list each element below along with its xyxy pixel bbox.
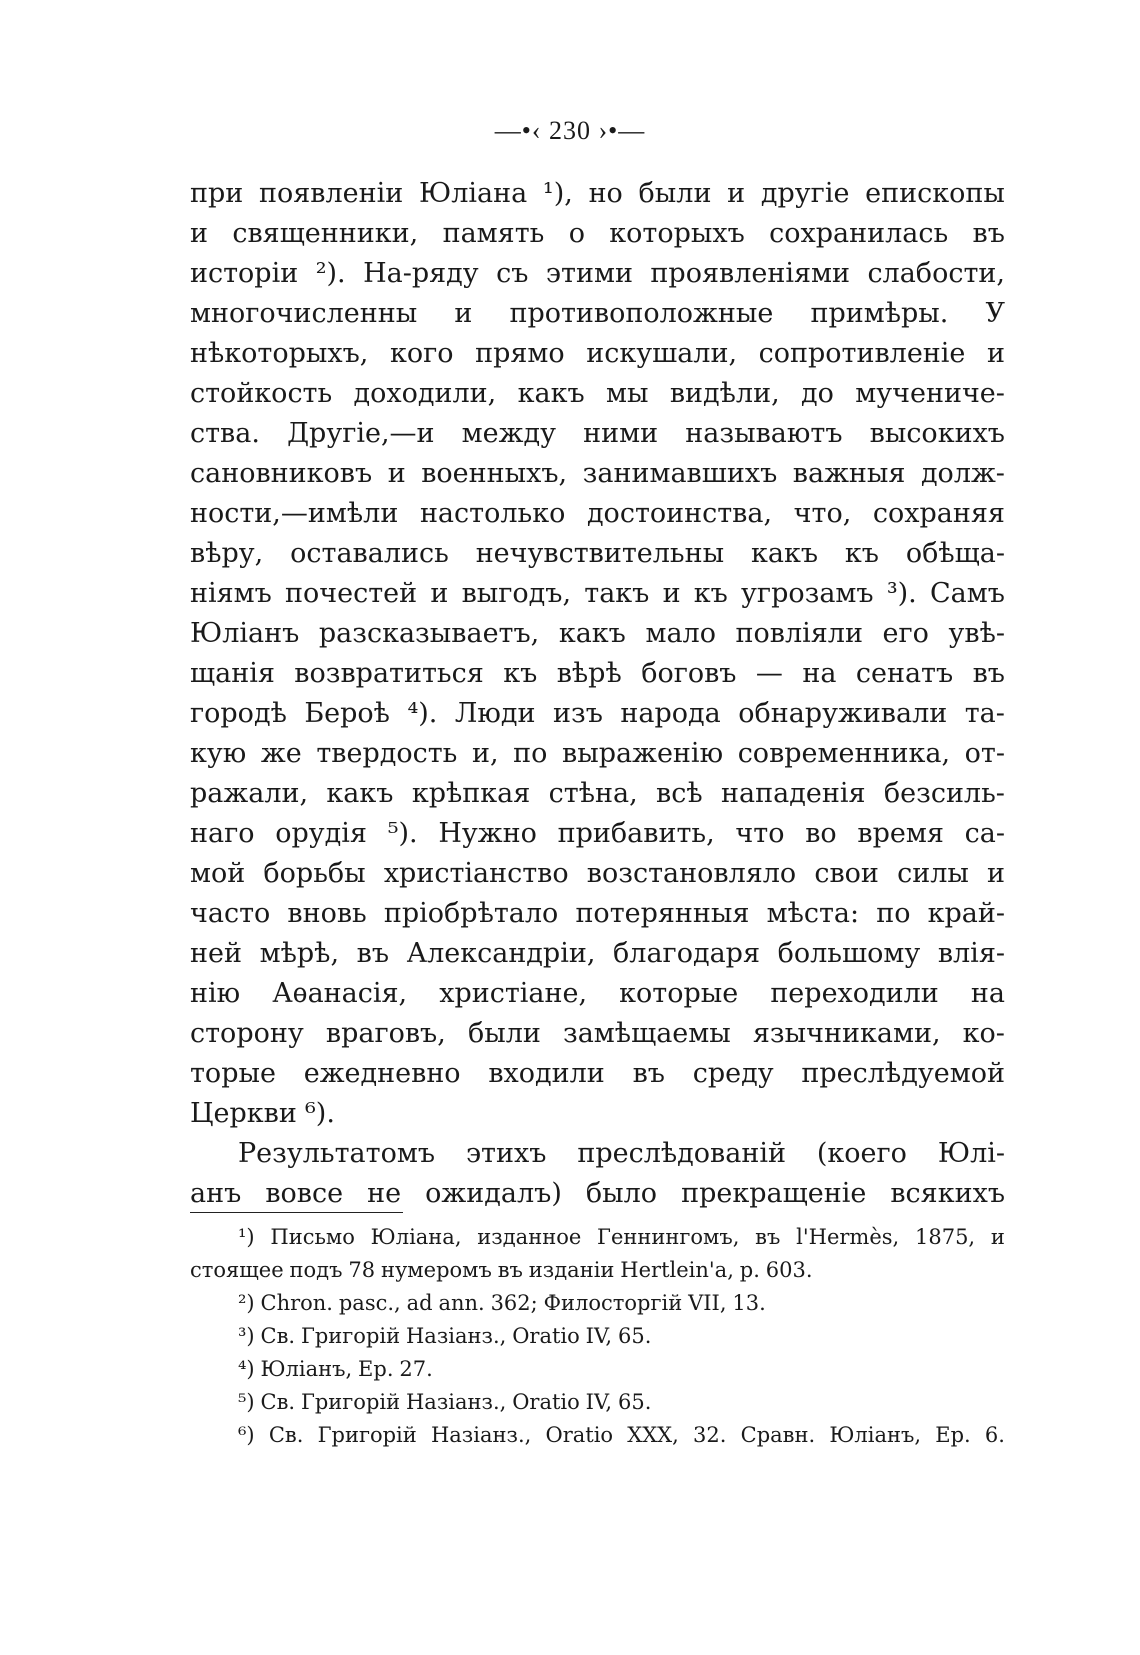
word: враговъ, [325,1018,446,1049]
word: (коего [816,1138,907,1169]
word: ⁶). [304,1098,335,1129]
word: которые [619,978,739,1009]
word: Юліанъ [190,618,300,649]
word: къ [693,578,728,609]
word: епископы [865,178,1005,209]
word: ³) [238,1324,255,1348]
footnote-line [190,1324,1005,1357]
text-line [190,738,1005,778]
word: вѣрѣ [556,658,622,689]
word: щанія [190,658,275,689]
text-line [190,458,1005,498]
word: время [857,818,944,849]
word: доходили, [353,378,497,409]
word: и [454,298,473,329]
word: потерянныя [575,898,750,929]
word: въ [972,658,1005,689]
word: примѣры. [810,298,949,329]
word: и [727,178,746,209]
word: та- [964,698,1005,729]
footnote-line [190,1357,1005,1390]
text-line [190,418,1005,458]
text-line [190,538,1005,578]
word: изданное [477,1225,582,1249]
word: Oratio [512,1390,580,1414]
word: изданіи [528,1258,615,1282]
word: Результатомъ [238,1138,436,1169]
word: 27. [399,1357,433,1381]
word: среду [692,1058,774,1089]
word: pasc., [338,1291,401,1315]
word: вѣру, [190,538,264,569]
word: въ [632,1058,665,1089]
word: ³). [886,578,917,609]
word: но [588,178,623,209]
word: IV, [585,1390,613,1414]
word: народа [620,698,721,729]
word: въ [972,218,1005,249]
word: Oratio [512,1324,580,1348]
word: при [190,178,244,209]
word: на [802,658,837,689]
word: язычниками, [752,1018,941,1049]
word: Григорій [300,1390,401,1414]
word: мѣрѣ, [259,938,340,969]
word: выраженію [562,738,724,769]
word: ²). [315,258,346,289]
word: Письмо [270,1225,355,1249]
word: 362; [490,1291,538,1315]
word: Аѳанасія, [272,978,408,1009]
word: прекращеніе [681,1178,867,1209]
footnote-line [190,1258,1005,1291]
word: 603. [765,1258,813,1282]
word: нію [190,978,241,1009]
word: увѣ- [948,618,1005,649]
word: Юліана [418,178,528,209]
word: 65. [617,1324,652,1348]
word: Назіанз., [430,1423,532,1447]
word: торые [190,1058,276,1089]
footnote-line [190,1225,1005,1258]
text-line [190,618,1005,658]
word: и [987,338,1005,369]
text-line [190,858,1005,898]
word: 1875, [914,1225,976,1249]
word: сохраняя [872,498,1005,529]
word: часто [190,898,271,929]
word: На-ряду [363,258,479,289]
word: противоположные [509,298,774,329]
word: по [876,898,911,929]
word: благодаря [613,938,760,969]
word: и [190,218,208,249]
word: многочисленны [190,298,418,329]
word: важныя [792,458,906,489]
word: преслѣдованій [577,1138,786,1169]
word: ⁴). [407,698,438,729]
word: Церкви [190,1098,297,1129]
word: кую [190,738,247,769]
footnote-line [190,1390,1005,1423]
word: влія- [937,938,1005,969]
word: безсиль- [883,778,1005,809]
word: ней [190,938,242,969]
word: исторіи [190,258,299,289]
word: въ [356,938,390,969]
word: искушали, [586,338,738,369]
text-line [190,218,1005,258]
word: орудія [275,818,367,849]
footnote-line [190,1291,1005,1324]
word: въ [755,1225,781,1249]
word: Геннингомъ, [597,1225,740,1249]
text-line [190,578,1005,618]
word: и [430,578,449,609]
word: сопротивленіе [758,338,966,369]
word: какъ [750,538,819,569]
footnote-rule [190,1212,403,1213]
text-line [190,1058,1005,1098]
word: 65. [617,1390,652,1414]
word: въ [497,1258,523,1282]
word: наго [190,818,255,849]
word: выгодъ, [461,578,572,609]
word: Hertlein'a, [620,1258,734,1282]
word: Назіанз., [405,1390,507,1414]
text-line [190,778,1005,818]
word: во [805,818,837,849]
word: сохранилась [769,218,949,249]
word: къ [844,538,879,569]
text-line [190,298,1005,338]
word: ⁴) [238,1357,255,1381]
word: сторону [190,1018,304,1049]
word: нѣкоторыхъ, [190,338,369,369]
word: У [985,298,1005,329]
text-line [190,818,1005,858]
word: ства. [190,418,260,449]
word: видѣли, [669,378,780,409]
word: вовсе [265,1178,344,1209]
word: ⁵) [238,1390,255,1414]
word: такъ [584,578,650,609]
word: всѣ [656,778,703,809]
word: мой [190,858,246,889]
word: входили [488,1058,605,1089]
text-line [190,1098,1005,1138]
word: ann. [438,1291,485,1315]
word: сенатъ [855,658,954,689]
word: замѣщаемы [562,1018,731,1049]
word: подъ [289,1258,343,1282]
word: Филосторгій [543,1291,683,1315]
word: Св. [260,1390,296,1414]
word: Юлі- [937,1138,1005,1169]
word: большому [777,938,921,969]
word: нечувствительны [475,538,725,569]
word: ¹), [542,178,573,209]
word: край- [927,898,1005,929]
word: и, [471,738,499,769]
word: 13. [732,1291,766,1315]
word: на [970,978,1005,1009]
word: Ep. [935,1423,971,1447]
word: его [882,618,929,649]
word: христіане, [439,978,588,1009]
word: боговъ [641,658,737,689]
body-text [190,178,1005,1218]
word: возвратиться [294,658,484,689]
word: кого [389,338,454,369]
word: было [585,1178,658,1209]
word: мѣста: [766,898,860,929]
page-number: —•‹ 230 ›•— [494,116,646,145]
text-line [190,698,1005,738]
word: повліяли [735,618,863,649]
word: Григорій [300,1324,401,1348]
word: высокихъ [869,418,1005,449]
word: мало [645,618,716,649]
word: достоинства, [586,498,773,529]
word: — [755,658,783,689]
word: къ [503,658,538,689]
word: какъ [326,778,394,809]
word: от- [964,738,1005,769]
word: современника, [737,738,951,769]
word: борьбы [263,858,366,889]
word: Люди [454,698,536,729]
word: священники, [232,218,419,249]
footnote-line [190,1423,1005,1456]
word: и [987,858,1005,889]
word: Бероѣ [304,698,390,729]
word: 6. [984,1423,1005,1447]
word: ежедневно [303,1058,461,1089]
text-line [190,898,1005,938]
word: и [387,458,406,489]
word: 32. [693,1423,727,1447]
word: твердость [316,738,458,769]
word: военныхъ, [421,458,568,489]
word: обѣща- [905,538,1005,569]
word: XXX, [627,1423,679,1447]
word: оставались [290,538,449,569]
word: ніямъ [190,578,272,609]
word: разсказываетъ, [318,618,540,649]
word: преслѣдуемой [801,1058,1005,1089]
word: которыхъ [609,218,745,249]
word: настолько [419,498,566,529]
word: Chron. [260,1291,333,1315]
word: слабости, [867,258,1005,289]
word: другіе [760,178,850,209]
text-line [190,378,1005,418]
word: l'Hermès, [796,1225,900,1249]
word: мы [605,378,649,409]
word: Ep. [358,1357,394,1381]
word: Юліана, [370,1225,462,1249]
word: какъ [517,378,585,409]
word: p. [739,1258,760,1282]
text-line [190,338,1005,378]
word: ⁵). [387,818,418,849]
text-line [190,498,1005,538]
word: городѣ [190,698,287,729]
word: стѣна, [548,778,638,809]
word: Другіе,—и [287,418,435,449]
word: угрозамъ [741,578,874,609]
word: прибавить, [557,818,715,849]
word: появленіи [259,178,404,209]
word: занимавшихъ [582,458,778,489]
word: ражали, [190,778,309,809]
word: нумеромъ [380,1258,492,1282]
word: христіанство [383,858,569,889]
word: ²) [238,1291,255,1315]
text-line [190,978,1005,1018]
word: переходили [770,978,939,1009]
word: крѣпкая [411,778,531,809]
word: Григорій [317,1423,417,1447]
word: не [367,1178,402,1209]
word: почестей [285,578,418,609]
footnotes [190,1225,1005,1456]
paragraph-start-line [190,1138,1005,1178]
text-line [190,658,1005,698]
word: возстановляло [586,858,797,889]
word: мученичe- [855,378,1005,409]
text-line [190,178,1005,218]
text-line [190,938,1005,978]
word: же [260,738,302,769]
word: о [568,218,585,249]
word: Назіанз., [405,1324,507,1348]
word: были [638,178,712,209]
word: и [662,578,681,609]
word: что, [793,498,852,529]
word: VII, [688,1291,727,1315]
word: по [513,738,548,769]
word: и [990,1225,1005,1249]
word: Нужно [438,818,537,849]
word: ожидалъ) [425,1178,562,1209]
word: съ [496,258,529,289]
word: Oratio [545,1423,614,1447]
word: до [801,378,834,409]
word: анъ [190,1178,242,1209]
word: стоящее [190,1258,284,1282]
word: ad [406,1291,433,1315]
word: долж- [920,458,1005,489]
word: память [442,218,545,249]
word: ними [583,418,659,449]
text-line [190,1018,1005,1058]
word: са- [964,818,1005,849]
word: прямо [475,338,565,369]
word: Самъ [929,578,1005,609]
word: Юліанъ, [260,1357,353,1381]
word: 78 [348,1258,376,1282]
word: IV, [585,1324,613,1348]
word: изъ [553,698,603,729]
word: этими [545,258,633,289]
word: свои [814,858,879,889]
word: Св. [268,1423,304,1447]
word: называютъ [685,418,843,449]
word: нападенія [721,778,866,809]
word: Св. [260,1324,296,1348]
word: ко- [962,1018,1005,1049]
word: ⁶) [238,1423,255,1447]
text-line [190,258,1005,298]
word: ¹) [238,1225,255,1249]
word: силы [897,858,969,889]
word: обнаруживали [738,698,948,729]
word: сановниковъ [190,458,373,489]
word: что [735,818,785,849]
word: Юліанъ, [829,1423,922,1447]
word: были [467,1018,541,1049]
word: вновь [287,898,367,929]
word: пріобрѣтало [383,898,559,929]
word: этихъ [465,1138,547,1169]
word: стойкость [190,378,333,409]
word: проявленіями [650,258,850,289]
word: Александріи, [406,938,596,969]
word: какъ [558,618,626,649]
word: всякихъ [890,1178,1005,1209]
word: Сравн. [740,1423,816,1447]
word: ности,—имѣли [190,498,399,529]
word: между [461,418,557,449]
